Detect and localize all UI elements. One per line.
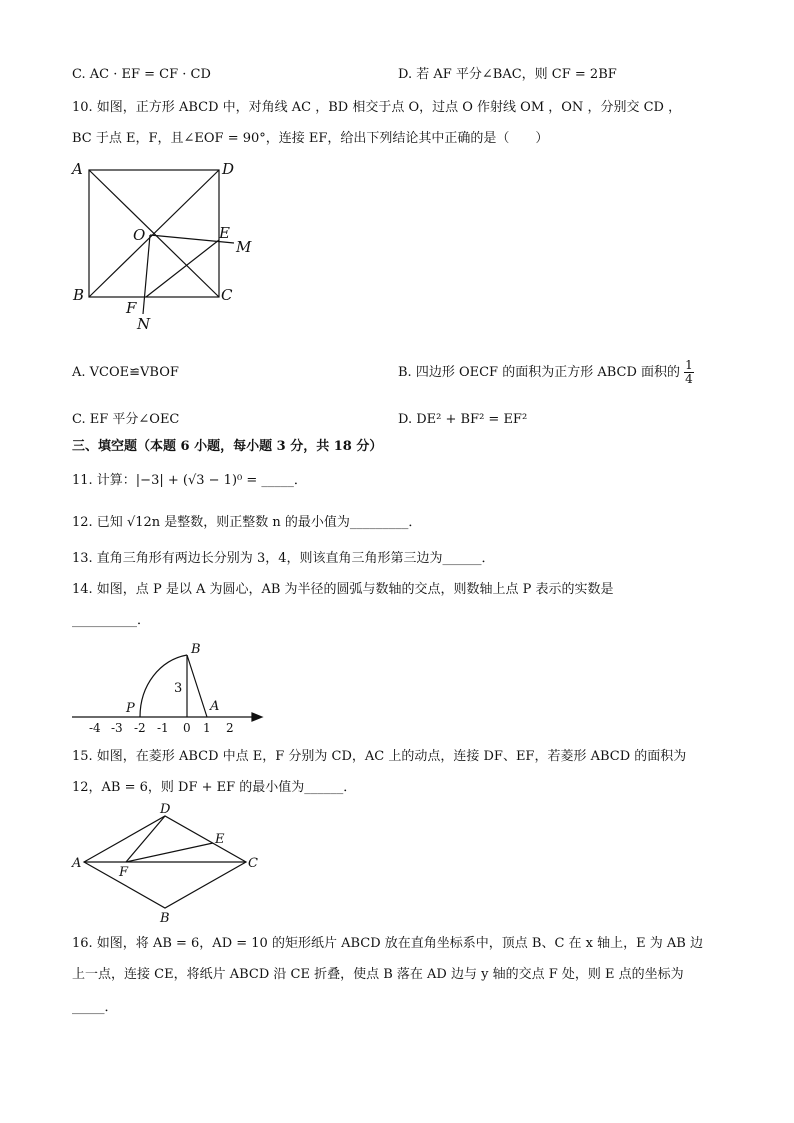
q9-option-c: C. AC · EF = CF · CD — [72, 67, 211, 82]
label-O: O — [133, 226, 146, 244]
label-E: E — [215, 832, 225, 847]
q16-stem-line2: 上一点，连接 CE，将纸片 ABCD 沿 CE 折叠，使点 B 落在 AD 边与 y 轴的交点 F 处，则 E 点的坐标为 — [72, 967, 684, 982]
q10-option-c: C. EF 平分∠OEC — [72, 412, 180, 427]
tick-1: 1 — [203, 721, 211, 735]
label-F: F — [119, 865, 129, 880]
label-B: B — [73, 286, 85, 304]
q10-option-d: D. DE² + BF² = EF² — [398, 412, 528, 427]
tick-minus-1: -1 — [157, 721, 169, 735]
label-C: C — [248, 856, 258, 871]
fraction-numerator: 1 — [685, 358, 693, 372]
label-D: D — [222, 160, 235, 178]
label-height-3: 3 — [174, 681, 183, 696]
label-N: N — [137, 315, 151, 333]
label-C: C — [221, 286, 233, 304]
tick-minus-4: -4 — [89, 721, 101, 735]
tick-0: 0 — [183, 721, 191, 735]
q10-stem-line2: BC 于点 E，F，且∠EOF = 90°，连接 EF，给出下列结论其中正确的是（ ） — [72, 131, 549, 146]
label-D: D — [160, 802, 171, 817]
q13: 13. 直角三角形有两边长分别为 3，4，则该直角三角形第三边为______． — [72, 551, 495, 566]
q15-stem-line1: 15. 如图，在菱形 ABCD 中点 E，F 分别为 CD，AC 上的动点，连接 DF、EF，若菱形 ABCD 的面积为 — [72, 749, 687, 764]
q10-stem-line1: 10. 如图，正方形 ABCD 中，对角线 AC ，BD 相交于点 O，过点 O 作射线 OM ，ON ，分别交 CD ， — [72, 100, 682, 115]
tick-2: 2 — [226, 721, 234, 735]
q10-option-b-text: B. 四边形 OECF 的面积为正方形 ABCD 面积的 — [398, 365, 681, 380]
label-A: A — [72, 160, 83, 178]
fraction-denominator: 4 — [685, 372, 693, 386]
label-F: F — [126, 299, 137, 317]
q14-stem-line1: 14. 如图，点 P 是以 A 为圆心，AB 为半径的圆弧与数轴的交点，则数轴上点 P 表示的实数是 — [72, 582, 614, 597]
label-E: E — [219, 224, 230, 242]
tick-minus-2: -2 — [134, 721, 146, 735]
q12: 12. 已知 √12n 是整数，则正整数 n 的最小值为_________． — [72, 515, 422, 530]
q10-option-a: A. VCOE≌VBOF — [72, 365, 179, 380]
q15-stem-line2: 12，AB = 6，则 DF + EF 的最小值为______． — [72, 780, 357, 795]
section-3-heading: 三、填空题（本题 6 小题，每小题 3 分，共 18 分） — [72, 439, 383, 454]
q9-option-d: D. 若 AF 平分∠BAC，则 CF = 2BF — [398, 67, 617, 82]
label-B: B — [160, 911, 170, 926]
q16-stem-line3: _____． — [72, 1000, 118, 1015]
label-A: A — [72, 856, 82, 871]
label-P: P — [126, 701, 135, 716]
tick-minus-3: -3 — [111, 721, 123, 735]
label-M: M — [236, 238, 252, 256]
label-B: B — [191, 642, 201, 657]
q16-stem-line1: 16. 如图，将 AB = 6，AD = 10 的矩形纸片 ABCD 放在直角坐标系中，顶点 B、C 在 x 轴上，E 为 AB 边 — [72, 936, 703, 951]
q11: 11. 计算：|−3| + (√3 − 1)⁰ = _____． — [72, 473, 307, 488]
label-A: A — [210, 699, 220, 714]
q14-stem-line2: __________． — [72, 613, 151, 628]
